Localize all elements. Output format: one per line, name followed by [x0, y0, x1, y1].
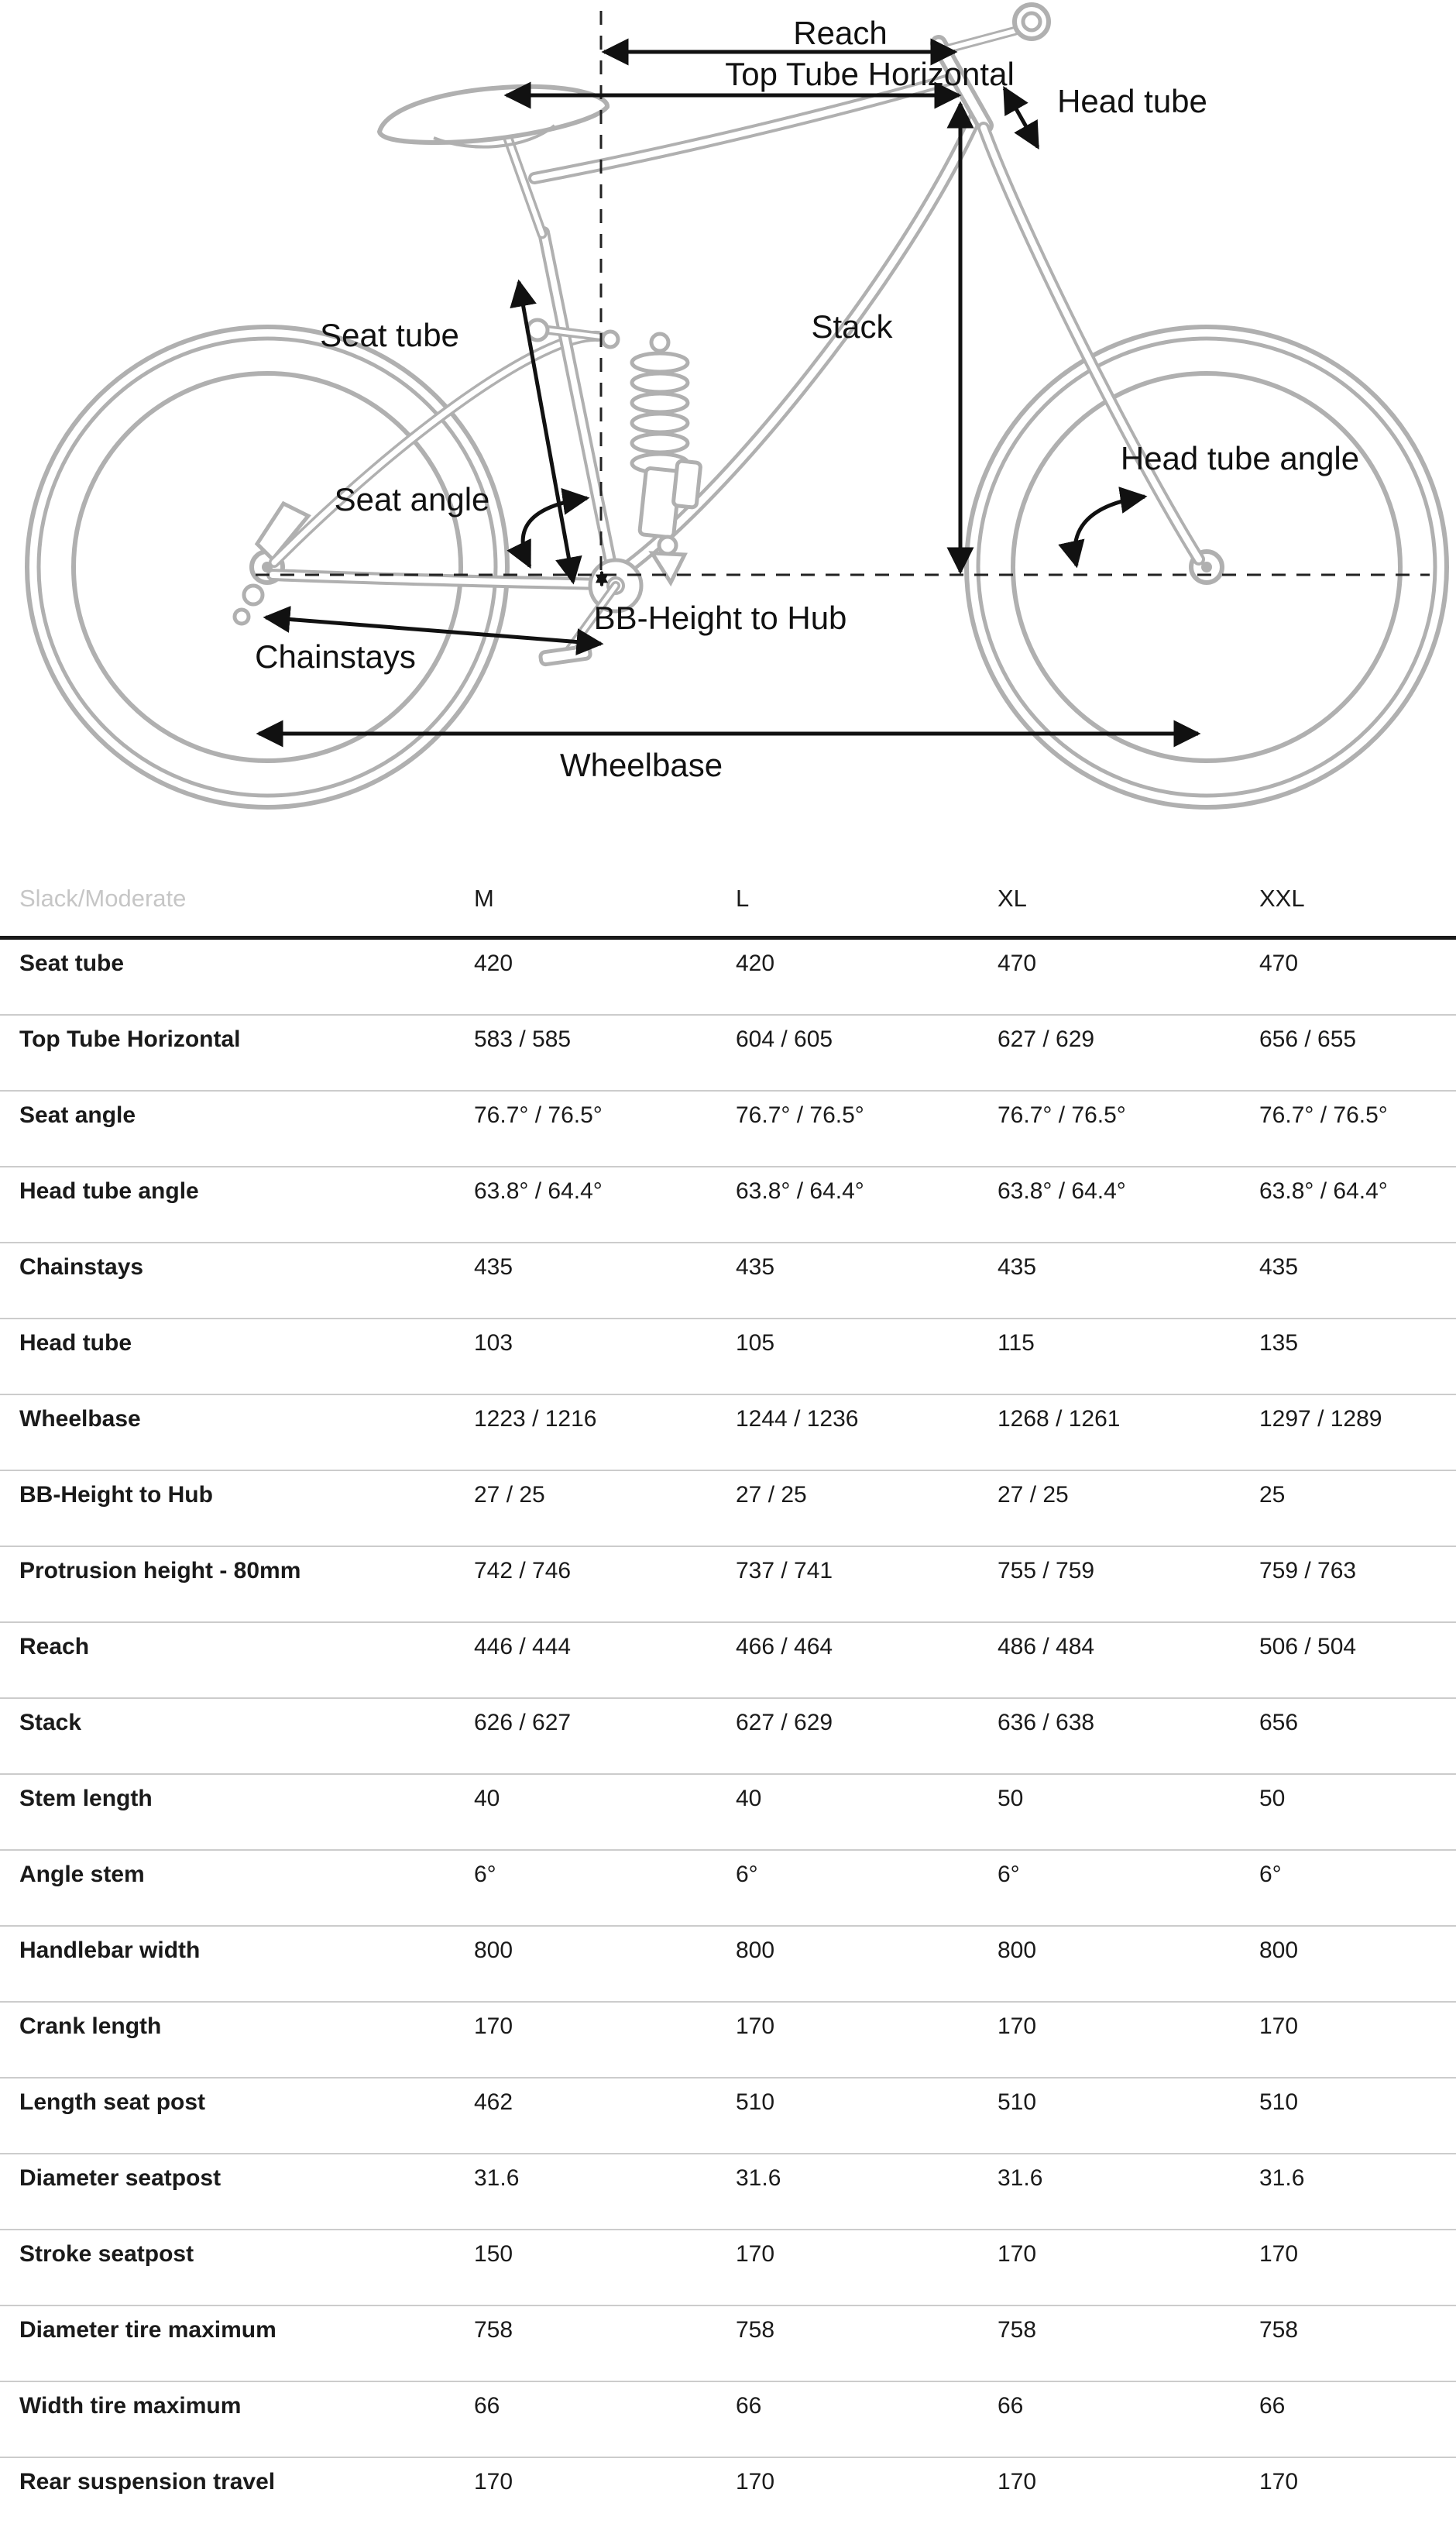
bb-height-to-hub-label: BB-Height to Hub — [593, 600, 847, 636]
row-value-xxl: 470 — [1259, 951, 1299, 976]
row-label: Diameter seatpost — [19, 2165, 221, 2191]
row-value-xl: 755 / 759 — [998, 1558, 1095, 1583]
row-label: Seat tube — [19, 951, 125, 976]
row-value-xxl: 170 — [1259, 2241, 1299, 2267]
row-value-m: 435 — [474, 1254, 513, 1280]
row-value-xxl: 76.7° / 76.5° — [1259, 1102, 1388, 1128]
row-value-l: 466 / 464 — [736, 1634, 833, 1659]
row-value-l: 170 — [736, 2469, 775, 2495]
row-value-xxl: 66 — [1259, 2393, 1286, 2419]
row-value-l: 40 — [736, 1786, 762, 1811]
stack-label: Stack — [811, 308, 893, 345]
row-value-l: 435 — [736, 1254, 775, 1280]
row-value-l: 420 — [736, 951, 775, 976]
row-value-xl: 6° — [998, 1862, 1020, 1887]
row-value-m: 583 / 585 — [474, 1026, 572, 1052]
table-row — [0, 1016, 1456, 1092]
row-value-l: 1244 / 1236 — [736, 1406, 859, 1432]
row-label: Crank length — [19, 2013, 162, 2039]
row-value-l: 758 — [736, 2317, 775, 2343]
table-row — [0, 2079, 1456, 2154]
table-row — [0, 2154, 1456, 2230]
table-header-size-xxl: XXL — [1259, 885, 1305, 912]
row-value-m: 170 — [474, 2469, 513, 2495]
row-value-xl: 510 — [998, 2089, 1037, 2115]
row-value-l: 170 — [736, 2241, 775, 2267]
row-value-m: 66 — [474, 2393, 500, 2419]
row-value-l: 76.7° / 76.5° — [736, 1102, 864, 1128]
row-value-m: 63.8° / 64.4° — [474, 1178, 603, 1204]
table-row — [0, 1699, 1456, 1775]
table-row — [0, 2230, 1456, 2306]
row-value-xxl: 1297 / 1289 — [1259, 1406, 1382, 1432]
row-value-xxl: 63.8° / 64.4° — [1259, 1178, 1388, 1204]
row-value-l: 737 / 741 — [736, 1558, 833, 1583]
row-label: Diameter tire maximum — [19, 2317, 276, 2343]
row-value-m: 103 — [474, 1330, 513, 1356]
row-value-xl: 76.7° / 76.5° — [998, 1102, 1126, 1128]
table-row — [0, 1092, 1456, 1167]
table-header-size-xl: XL — [998, 885, 1027, 912]
table-header-size-m: M — [474, 885, 494, 912]
row-value-l: 510 — [736, 2089, 775, 2115]
row-label: Handlebar width — [19, 1938, 201, 1963]
row-value-xl: 170 — [998, 2013, 1037, 2039]
row-value-l: 66 — [736, 2393, 762, 2419]
row-value-xxl: 656 / 655 — [1259, 1026, 1357, 1052]
row-value-xxl: 800 — [1259, 1938, 1299, 1963]
row-value-xxl: 170 — [1259, 2469, 1299, 2495]
table-row — [0, 1471, 1456, 1547]
table-row — [0, 1623, 1456, 1699]
row-label: Width tire maximum — [19, 2393, 242, 2419]
head-tube-label: Head tube — [1057, 83, 1207, 119]
table-row — [0, 1395, 1456, 1471]
row-value-m: 742 / 746 — [474, 1558, 572, 1583]
seat-angle-label: Seat angle — [334, 481, 490, 517]
row-value-l: 63.8° / 64.4° — [736, 1178, 864, 1204]
table-row — [0, 1927, 1456, 2003]
row-value-m: 27 / 25 — [474, 1482, 545, 1508]
row-value-xl: 170 — [998, 2241, 1037, 2267]
row-value-xxl: 759 / 763 — [1259, 1558, 1357, 1583]
row-value-xxl: 506 / 504 — [1259, 1634, 1357, 1659]
row-value-l: 800 — [736, 1938, 775, 1963]
table-row — [0, 1775, 1456, 1851]
table-header-variant: Slack/Moderate — [19, 885, 187, 912]
row-value-xl: 170 — [998, 2469, 1037, 2495]
row-value-xl: 470 — [998, 951, 1037, 976]
row-value-xxl: 170 — [1259, 2013, 1299, 2039]
table-row — [0, 2003, 1456, 2079]
row-value-l: 105 — [736, 1330, 775, 1356]
table-row — [0, 1243, 1456, 1319]
row-value-m: 446 / 444 — [474, 1634, 572, 1659]
table-row — [0, 2306, 1456, 2382]
row-label: BB-Height to Hub — [19, 1482, 213, 1508]
rear-shock-illustration — [527, 320, 701, 583]
seat-angle-arc — [523, 498, 587, 566]
row-value-xl: 636 / 638 — [998, 1710, 1095, 1735]
row-value-xl: 435 — [998, 1254, 1037, 1280]
top-tube-horizontal-label: Top Tube Horizontal — [725, 56, 1015, 92]
row-label: Wheelbase — [19, 1406, 141, 1432]
row-label: Reach — [19, 1634, 90, 1659]
table-row — [0, 1167, 1456, 1243]
row-label: Length seat post — [19, 2089, 206, 2115]
row-value-xxl: 50 — [1259, 1786, 1286, 1811]
head-tube-angle-arc — [1075, 497, 1145, 566]
row-label: Chainstays — [19, 1254, 144, 1280]
row-value-xl: 115 — [998, 1330, 1035, 1356]
table-row — [0, 1319, 1456, 1395]
row-label: Rear suspension travel — [19, 2469, 276, 2495]
row-label: Top Tube Horizontal — [19, 1026, 241, 1052]
row-label: Stem length — [19, 1786, 153, 1811]
row-label: Stack — [19, 1710, 82, 1735]
row-label: Head tube — [19, 1330, 132, 1356]
row-value-xl: 27 / 25 — [998, 1482, 1069, 1508]
row-value-xxl: 435 — [1259, 1254, 1299, 1280]
row-value-xl: 1268 / 1261 — [998, 1406, 1121, 1432]
row-value-l: 627 / 629 — [736, 1710, 833, 1735]
bike-geometry-diagram — [0, 0, 1456, 861]
row-value-l: 170 — [736, 2013, 775, 2039]
head-tube-arrow — [1004, 88, 1038, 147]
row-value-m: 1223 / 1216 — [474, 1406, 597, 1432]
geometry-table — [0, 861, 1456, 2534]
row-value-xl: 627 / 629 — [998, 1026, 1095, 1052]
row-value-xxl: 31.6 — [1259, 2165, 1305, 2191]
row-value-m: 758 — [474, 2317, 513, 2343]
geometry-table-body — [0, 940, 1456, 2534]
geometry-table-header — [0, 861, 1456, 940]
row-value-xxl: 6° — [1259, 1862, 1282, 1887]
row-label: Protrusion height - 80mm — [19, 1558, 301, 1583]
wheelbase-label: Wheelbase — [559, 747, 723, 783]
row-value-xl: 486 / 484 — [998, 1634, 1095, 1659]
chainstays-label: Chainstays — [255, 638, 416, 675]
row-value-m: 40 — [474, 1786, 500, 1811]
head-tube-angle-label: Head tube angle — [1120, 440, 1360, 476]
row-value-xl: 31.6 — [998, 2165, 1043, 2191]
row-label: Angle stem — [19, 1862, 145, 1887]
row-value-xl: 63.8° / 64.4° — [998, 1178, 1126, 1204]
row-value-xl: 50 — [998, 1786, 1024, 1811]
row-value-xxl: 758 — [1259, 2317, 1299, 2343]
row-label: Seat angle — [19, 1102, 136, 1128]
table-row — [0, 1547, 1456, 1623]
table-header-size-l: L — [736, 885, 750, 912]
row-value-m: 6° — [474, 1862, 496, 1887]
row-value-xl: 800 — [998, 1938, 1037, 1963]
row-value-xl: 66 — [998, 2393, 1024, 2419]
row-value-xxl: 656 — [1259, 1710, 1299, 1735]
row-value-m: 170 — [474, 2013, 513, 2039]
row-label: Stroke seatpost — [19, 2241, 194, 2267]
table-row — [0, 2458, 1456, 2534]
row-value-m: 626 / 627 — [474, 1710, 572, 1735]
seat-tube-label: Seat tube — [320, 317, 459, 353]
row-value-xl: 758 — [998, 2317, 1037, 2343]
row-value-xxl: 25 — [1259, 1482, 1286, 1508]
row-value-m: 420 — [474, 951, 513, 976]
row-value-xxl: 510 — [1259, 2089, 1299, 2115]
row-label: Head tube angle — [19, 1178, 199, 1204]
table-row — [0, 1851, 1456, 1927]
row-value-m: 31.6 — [474, 2165, 520, 2191]
row-value-l: 31.6 — [736, 2165, 781, 2191]
row-value-m: 800 — [474, 1938, 513, 1963]
row-value-xxl: 135 — [1259, 1330, 1299, 1356]
reach-label: Reach — [793, 15, 888, 51]
row-value-l: 604 / 605 — [736, 1026, 833, 1052]
row-value-m: 462 — [474, 2089, 513, 2115]
row-value-l: 6° — [736, 1862, 758, 1887]
row-value-m: 150 — [474, 2241, 513, 2267]
table-row — [0, 2382, 1456, 2458]
row-value-l: 27 / 25 — [736, 1482, 807, 1508]
table-row — [0, 940, 1456, 1016]
row-value-m: 76.7° / 76.5° — [474, 1102, 603, 1128]
